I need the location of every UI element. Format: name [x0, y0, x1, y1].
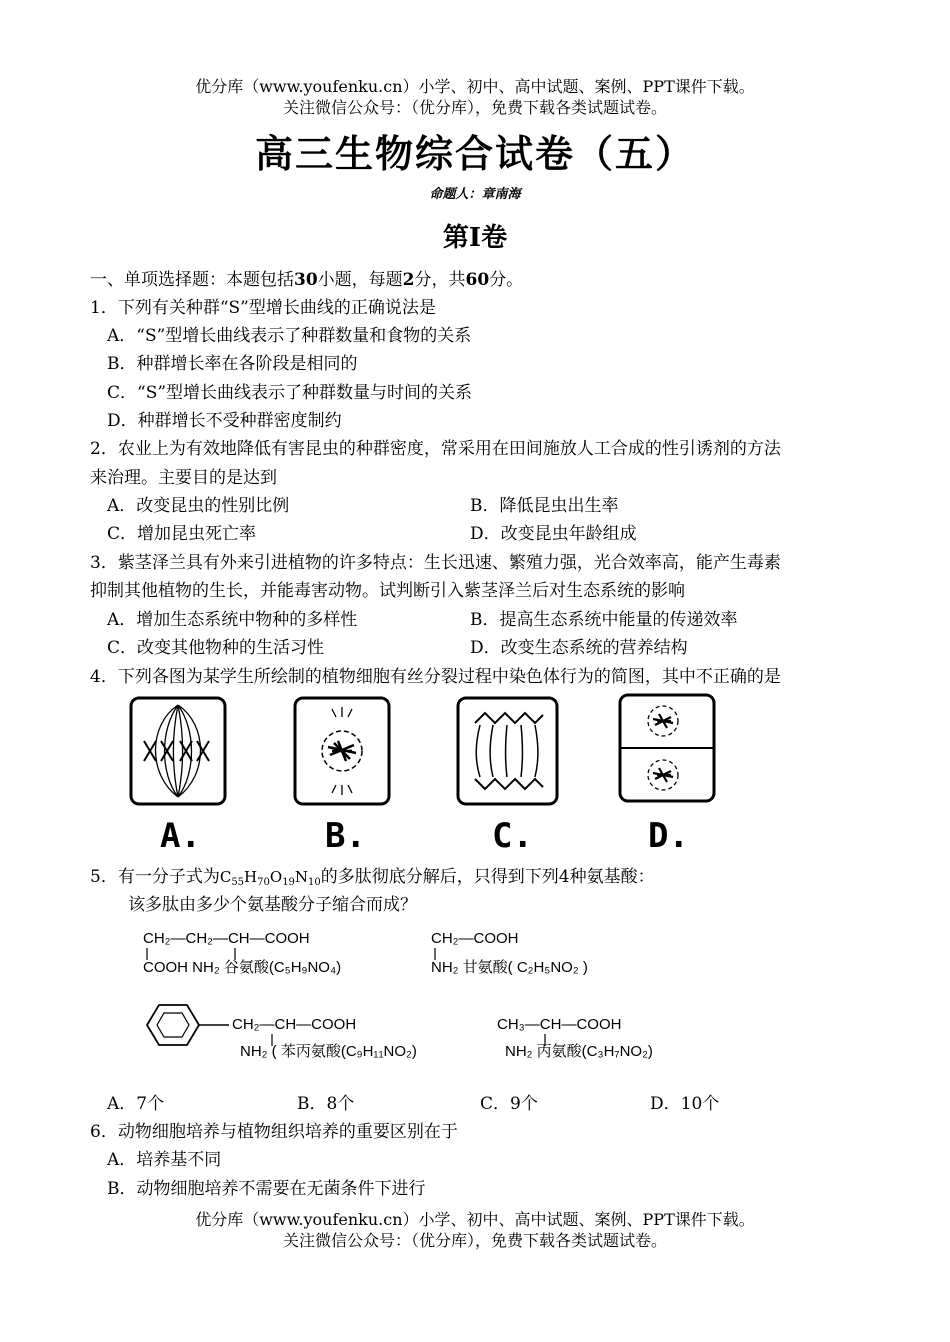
- q1-option-d: D．种群增长不受种群密度制约: [107, 411, 342, 431]
- q2-option-a: A．改变昆虫的性别比例: [107, 496, 290, 516]
- q3-option-d: D．改变生态系统的营养结构: [470, 638, 688, 658]
- glutamate-formula-top: CH₂—CH₂—CH—COOH: [143, 930, 310, 947]
- alanine-formula-top: CH₃—CH—COOH: [497, 1016, 622, 1033]
- glycine-formula-top: CH₂—COOH: [431, 930, 519, 947]
- figure-label-d: D.: [648, 816, 689, 856]
- q1-stem: 1．下列有关种群“S”型增长曲线的正确说法是: [90, 298, 436, 318]
- glycine-formula-bottom: NH₂ 甘氨酸( C₂H₅NO₂ ): [431, 959, 588, 976]
- q3-option-a: A．增加生态系统中物种的多样性: [107, 610, 358, 630]
- glutamate-formula-bottom: COOH NH₂ 谷氨酸(C₅H₉NO₄): [143, 959, 342, 976]
- q6-option-b: B．动物细胞培养不需要在无菌条件下进行: [107, 1179, 426, 1199]
- page-title: 高三生物综合试卷（五）: [254, 132, 695, 176]
- header-line-1: 优分库（www.youfenku.cn）小学、初中、高中试题、案例、PPT课件下载。: [195, 77, 755, 96]
- q6-option-a: A．培养基不同: [107, 1150, 222, 1170]
- q2-stem-line-1: 2．农业上为有效地降低有害昆虫的种群密度，常采用在田间施放人工合成的性引诱剂的方法: [90, 439, 781, 459]
- phenylalanine-formula-bottom: NH₂ ( 苯丙氨酸(C₉H₁₁NO₂): [240, 1043, 417, 1060]
- q2-option-c: C．增加昆虫死亡率: [107, 524, 257, 544]
- phenylalanine-formula-top: CH₂—CH—COOH: [232, 1016, 357, 1033]
- footer-line-2: 关注微信公众号：（优分库），免费下载各类试题试卷。: [282, 1231, 667, 1250]
- q5-option-d: D．10个: [650, 1094, 720, 1114]
- q5-option-a: A．7个: [107, 1094, 165, 1114]
- cell-figure-c: [455, 695, 560, 807]
- q1-option-a: A．“S”型增长曲线表示了种群数量和食物的关系: [107, 326, 472, 346]
- cell-figure-a: [128, 695, 228, 807]
- author: 命题人：章南海: [429, 187, 521, 202]
- q5-stem-line-2: 该多肽由多少个氨基酸分子缩合而成？: [128, 895, 417, 915]
- benzene-ring-icon: [145, 1002, 235, 1048]
- figure-label-b: B.: [325, 816, 366, 856]
- q3-option-b: B．提高生态系统中能量的传递效率: [470, 610, 738, 630]
- q5-option-c: C．9个: [480, 1094, 538, 1114]
- section-instruction: 一、单项选择题：本题包括30小题，每题2分，共60分。: [90, 270, 524, 290]
- header-line-2: 关注微信公众号：（优分库），免费下载各类试题试卷。: [282, 98, 667, 117]
- q3-option-c: C．改变其他物种的生活习性: [107, 638, 325, 658]
- q2-stem-line-2: 来治理。主要目的是达到: [90, 468, 277, 488]
- q5-stem-line-1: 5．有一分子式为$C_{55}H_{70}O_{19}N_{10}$的多肽彻底分解后，只得到下列4种氨基酸：: [90, 867, 655, 888]
- cell-figure-b: [292, 695, 392, 807]
- alanine-formula-bottom: NH₂ 丙氨酸(C₃H₇NO₂): [505, 1043, 653, 1060]
- q1-option-b: B．种群增长率在各阶段是相同的: [107, 354, 358, 374]
- part-heading: 第Ⅰ卷: [442, 223, 508, 253]
- q5-option-b: B．8个: [297, 1094, 355, 1114]
- q3-stem-line-2: 抑制其他植物的生长，并能毒害动物。试判断引入紫茎泽兰后对生态系统的影响: [90, 581, 685, 601]
- q1-option-c: C．“S”型增长曲线表示了种群数量与时间的关系: [107, 383, 473, 403]
- q3-stem-line-1: 3．紫茎泽兰具有外来引进植物的许多特点：生长迅速、繁殖力强，光合效率高，能产生毒素: [90, 553, 781, 573]
- q2-option-b: B．降低昆虫出生率: [470, 496, 619, 516]
- footer-line-1: 优分库（www.youfenku.cn）小学、初中、高中试题、案例、PPT课件下载。: [195, 1210, 755, 1229]
- q4-stem: 4．下列各图为某学生所绘制的植物细胞有丝分裂过程中染色体行为的简图，其中不正确的是: [90, 667, 781, 687]
- q2-option-d: D．改变昆虫年龄组成: [470, 524, 637, 544]
- figure-label-c: C.: [492, 816, 533, 856]
- figure-label-a: A.: [160, 816, 201, 856]
- cell-figure-d: [617, 692, 717, 804]
- q6-stem: 6．动物细胞培养与植物组织培养的重要区别在于: [90, 1122, 458, 1142]
